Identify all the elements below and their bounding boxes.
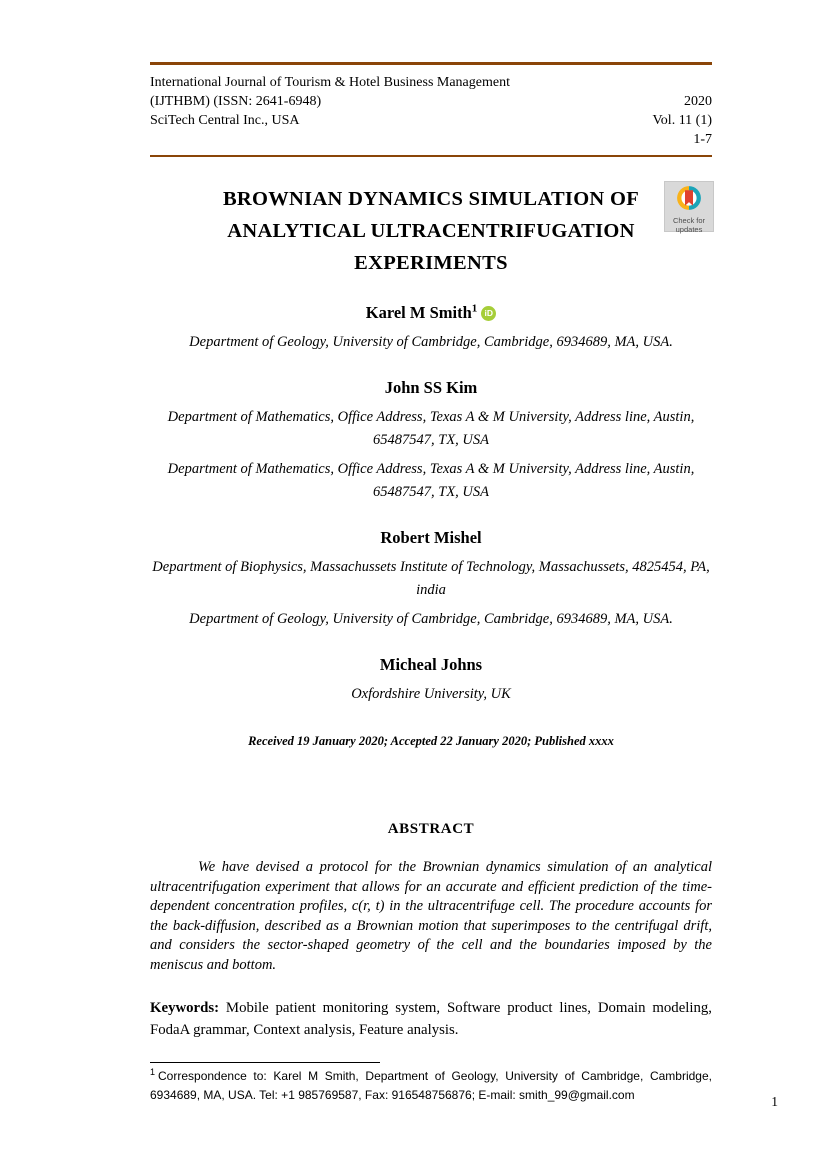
- abstract-text: We have devised a protocol for the Brownian dynamics simulation of an analytical ultracentrifugation experiment that allows for an accurate and efficient prediction of the time-dependent concentration profiles, c(r, t) in the ultracentrifuge cell. The procedure accounts for the back-diffusion, described as a Brownian motion that superimposes to the centrifugal drift, and considers the sector-shaped geometry of the cell and the boundaries imposed by the meniscus and bottom.: [150, 859, 712, 973]
- affiliation: Department of Biophysics, Massachussets Institute of Technology, Massachussets, 4825454, PA, india: [152, 559, 710, 598]
- correspondence-footnote: [150, 1067, 712, 1105]
- paper-title-line: ANALYTICAL ULTRACENTRIFUGATION: [227, 220, 635, 242]
- footnote-rule: [150, 1062, 380, 1063]
- crossmark-icon: [676, 185, 702, 211]
- paper-title: [150, 183, 712, 279]
- orcid-icon[interactable]: iD: [481, 306, 496, 321]
- paper-title-line: EXPERIMENTS: [354, 252, 508, 274]
- footnote-text: Correspondence to: Karel M Smith, Department of Geology, University of Cambridge, Cambridge, 6934689, MA, USA. Tel: +1 985769587, Fax: 916548756876; E-mail: smith_99@gmail.com: [150, 1069, 712, 1102]
- journal-publisher: SciTech Central Inc., USA: [150, 113, 300, 128]
- journal-pages: 1-7: [693, 132, 712, 147]
- author-footnote-marker: 1: [471, 302, 478, 315]
- header-bottom-rule: [150, 155, 712, 157]
- check-for-updates-badge[interactable]: [664, 181, 714, 232]
- keywords-text: Mobile patient monitoring system, Software product lines, Domain modeling, FodaA grammar, Context analysis, Feature analysis.: [150, 1000, 712, 1038]
- author-name-karel-m-smith: Karel M Smith$^1$ iD: [150, 301, 712, 325]
- keywords-paragraph: [150, 997, 712, 1041]
- author-name-micheal-johns: Micheal Johns: [379, 655, 483, 674]
- header-top-rule: [150, 62, 712, 65]
- badge-label-line: updates: [675, 224, 703, 234]
- abstract-heading: ABSTRACT: [387, 821, 475, 837]
- author-name-robert-mishel: Robert Mishel: [380, 528, 482, 547]
- affiliation: Department of Mathematics, Office Address, Texas A & M University, Address line, Austin, 65487547, TX, USA: [167, 461, 695, 500]
- affiliation: Oxfordshire University, UK: [351, 686, 511, 702]
- keywords-label: Keywords:: [150, 1000, 220, 1016]
- journal-header: [150, 73, 712, 149]
- journal-name: International Journal of Tourism & Hotel Business Management: [150, 75, 510, 90]
- journal-issn: (IJTHBM) (ISSN: 2641-6948): [150, 94, 322, 109]
- page-number: 1: [771, 1094, 778, 1109]
- footnote-marker: 1: [150, 1067, 156, 1077]
- journal-volume: Vol. 11 (1): [652, 113, 712, 128]
- author-name-john-ss-kim: John SS Kim: [384, 378, 478, 397]
- affiliation: Department of Mathematics, Office Address, Texas A & M University, Address line, Austin, 65487547, TX, USA: [167, 409, 695, 448]
- paper-title-line: BROWNIAN DYNAMICS SIMULATION OF: [222, 188, 640, 210]
- journal-year: 2020: [684, 94, 712, 109]
- article-dates-line: Received 19 January 2020; Accepted 22 January 2020; Published xxxx: [248, 734, 614, 748]
- affiliation: Department of Geology, University of Cambridge, Cambridge, 6934689, MA, USA.: [189, 611, 673, 627]
- affiliation: Department of Geology, University of Cambridge, Cambridge, 6934689, MA, USA.: [189, 334, 673, 350]
- badge-label-line: Check for: [672, 216, 706, 225]
